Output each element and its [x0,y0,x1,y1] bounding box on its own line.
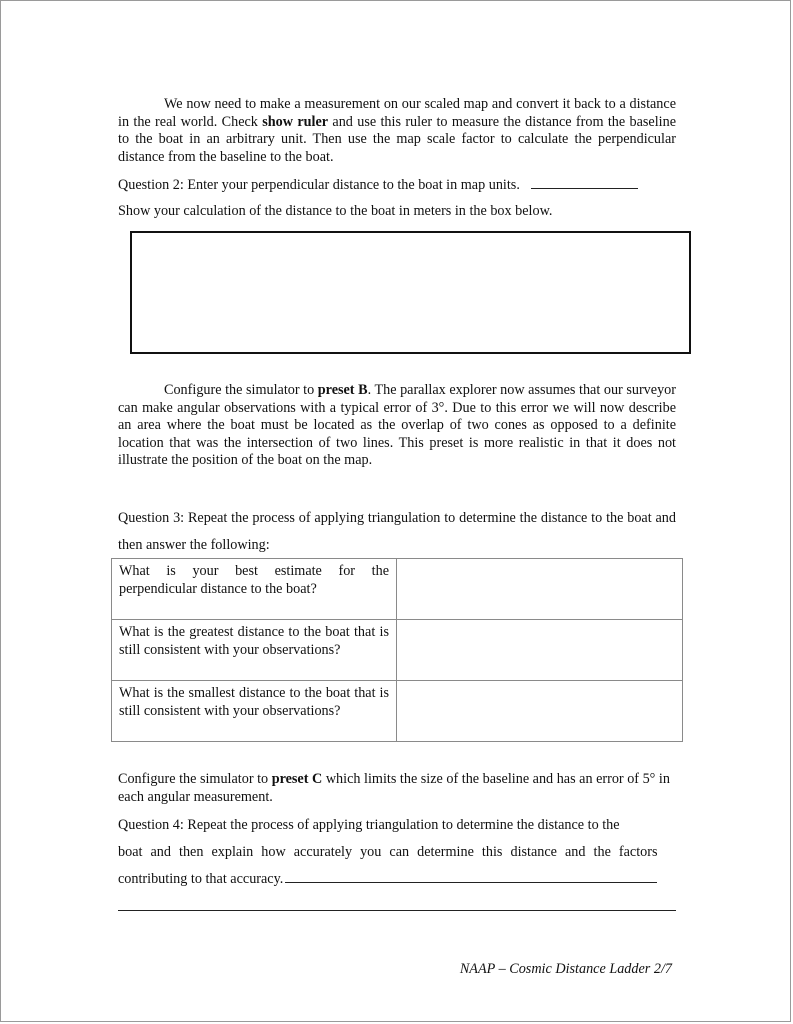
greatest-distance-answer-cell[interactable] [397,620,683,681]
para3-text-b: which limits the size of the baseline and has an error of 5° in each angular measurement. [118,771,670,805]
page-footer: NAAP – Cosmic Distance Ladder 2/7 [459,961,672,977]
question-3-table [111,558,683,742]
greatest-distance-question: What is the greatest distance to the boat that is still consistent with your observations? [112,620,397,681]
smallest-distance-answer-cell[interactable] [397,681,683,742]
preset-b-paragraph [118,382,676,470]
question-2-text: Question 2: Enter your perpendicular distance to the boat in map units. [118,177,520,193]
question-2 [118,175,676,194]
best-estimate-question: What is your best estimate for the perpendicular distance to the boat? [112,559,397,620]
smallest-distance-question: What is the smallest distance to the boat that is still consistent with your observations? [112,681,397,742]
show-ruler-term: show ruler [262,113,329,130]
para2-text-a: Configure the simulator to [164,382,318,398]
table-row [112,620,683,681]
question-4-answer-line-2[interactable] [118,910,676,911]
question-4-line-2: boat and then explain how accurately you can determine this distance and the factors [118,844,658,860]
preset-b-term: preset B [317,382,368,398]
question-4-line-3-text: contributing to that accuracy. [118,871,284,887]
question-4-line-1: Question 4: Repeat the process of applying triangulation to determine the distance to the [118,817,620,833]
para1-text-b: and use this ruler to measure the distance from the baseline to the boat in an arbitrary unit. Then use the map scale factor to calculate the perpendicular distance from the baseline to the boat. [118,113,676,165]
para1-text-a: We now need to make a measurement on our scaled map and convert it back to a distance in the real world. Check [118,96,676,130]
intro-paragraph [118,96,676,166]
para2-text-b: . The parallax explorer now assumes that our surveyor can make angular observations with a typical error of 3°. Due to this error we will now describe an area where the boat must be located as the overlap of two cones as opposed to a definite location that was the intersection of two lines. This preset is more realistic in that it does not illustrate the position of the boat on the map. [118,382,676,469]
show-calculation-instruction: Show your calculation of the distance to the boat in meters in the box below. [118,203,553,219]
question-4-answer-line[interactable] [285,869,657,883]
table-row [112,681,683,742]
preset-c-term: preset C [271,771,323,787]
question-4-line-3 [118,869,676,888]
question-3: Question 3: Repeat the process of applying triangulation to determine the distance to the boat and then answer the following: [118,510,676,553]
table-row [112,559,683,620]
best-estimate-answer-cell[interactable] [397,559,683,620]
para3-text-a: Configure the simulator to [118,771,272,787]
preset-c-paragraph [118,771,676,806]
question-2-answer-line[interactable] [531,175,638,189]
calculation-answer-box[interactable] [130,231,691,354]
